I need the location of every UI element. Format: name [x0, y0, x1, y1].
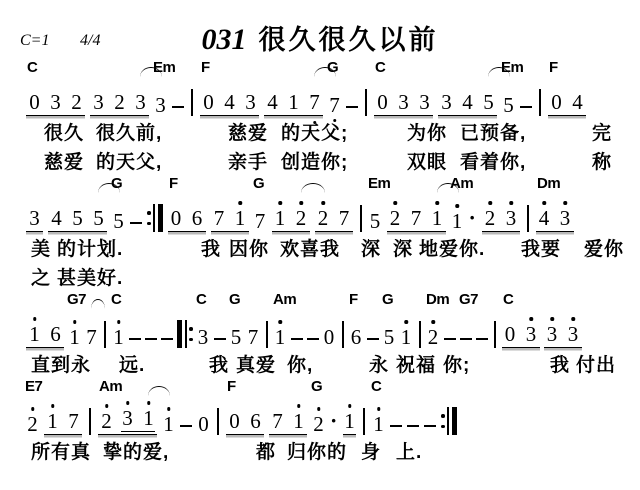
lyrics-row-5 [0, 348, 640, 377]
octave-dot [31, 407, 35, 411]
lyric-word: 地爱你. [419, 239, 486, 260]
octave-dot [278, 320, 282, 324]
duration-dash [129, 338, 141, 340]
repeat-dots [147, 211, 151, 225]
octave-dot [147, 401, 151, 405]
lyric-word: 归你的 [287, 442, 348, 463]
lyric-word: 上. [396, 442, 423, 463]
note: 2 [484, 208, 497, 229]
note: 3 [546, 324, 559, 345]
lyric-word: 祝福 [396, 355, 437, 376]
barline [104, 321, 106, 348]
octave-dot [455, 204, 459, 208]
chord-label: F [349, 291, 358, 308]
chord-label: Am [273, 291, 297, 308]
repeat-thick-bar [177, 320, 182, 348]
note: 5 [72, 206, 83, 230]
note: 1 [400, 327, 413, 348]
rest-note: 0 [29, 90, 40, 114]
barline [494, 321, 496, 348]
song-title: 很久很久以前 [258, 25, 439, 55]
note: 3 [398, 90, 409, 114]
chord-label: Dm [537, 175, 561, 192]
note: 2 [114, 90, 125, 114]
lyric-word: 甚美好. [57, 268, 124, 289]
lyric-word: 创造你; [281, 152, 349, 173]
octave-dot [348, 404, 352, 408]
note: 3 [559, 208, 572, 229]
chord-label: Em [368, 175, 391, 192]
chord-label: F [201, 59, 210, 76]
note: 3 [121, 408, 134, 429]
note: 1 [28, 324, 41, 345]
octave-dot [550, 317, 554, 321]
octave-dot [105, 404, 109, 408]
lyric-word: 你, [287, 355, 314, 376]
note: 4 [572, 90, 583, 114]
duration-dash [424, 425, 436, 427]
note: 1 [451, 211, 464, 232]
note: 3 [567, 324, 580, 345]
chord-label: C [371, 378, 382, 395]
octave-dot [317, 407, 321, 411]
lyric-word: 已预备, [460, 123, 527, 144]
rest-note: 0 [551, 90, 562, 114]
chord-label: C [375, 59, 386, 76]
lyric-word: 很久 [44, 123, 85, 144]
lyric-word: 双眼 [407, 152, 448, 173]
repeat-thick-bar [452, 407, 457, 435]
octave-dot [488, 201, 492, 205]
slur-arc [91, 299, 105, 309]
barline [342, 321, 344, 348]
lyric-word: 的计划. [57, 239, 124, 260]
chord-label: F [227, 378, 236, 395]
octave-dot [278, 201, 282, 205]
repeat-thin-bar [185, 320, 187, 348]
note: 1 [288, 90, 299, 114]
note: 7 [272, 409, 283, 433]
duration-dash [460, 338, 472, 340]
chord-label: Dm [426, 291, 450, 308]
octave-dot [238, 201, 242, 205]
lyric-word: 爱你 [584, 239, 625, 260]
lyric-word: 我要 [521, 239, 562, 260]
chord-label: G [311, 378, 323, 395]
lyric-word: 深 [361, 239, 382, 260]
duration-dash [130, 222, 142, 224]
beamed-group [544, 324, 582, 348]
rest-note: 0 [323, 325, 335, 349]
octave-dot [571, 317, 575, 321]
beamed-group [48, 208, 107, 232]
duration-dash [145, 338, 157, 340]
beamed-group [315, 208, 353, 232]
note: 2 [100, 411, 113, 432]
lyrics-row-6 [0, 435, 640, 464]
note: 7 [254, 209, 266, 233]
octave-dot [321, 201, 325, 205]
note: 2 [312, 414, 325, 435]
duration-dash [444, 338, 456, 340]
barline [527, 205, 529, 232]
note: 2 [26, 414, 39, 435]
lyric-word: 慈爱 [228, 123, 269, 144]
lyric-word: 欢喜我 [280, 239, 341, 260]
octave-dot [529, 317, 533, 321]
lyric-word: 你; [443, 355, 471, 376]
chord-label: G [253, 175, 265, 192]
rest-note: 0 [229, 409, 240, 433]
chord-label: G [382, 291, 394, 308]
duration-dash [307, 338, 319, 340]
lyric-word: 我 [550, 355, 571, 376]
repeat-dots [189, 327, 193, 341]
lyric-word: 所有真 [31, 442, 92, 463]
lyrics-row-2 [0, 145, 640, 174]
note: 3 [50, 90, 61, 114]
chord-label: F [549, 59, 558, 76]
time-signature: 4/4 [80, 32, 101, 49]
note-row [26, 399, 634, 435]
note: 3 [197, 325, 209, 349]
chord-label: C [111, 291, 122, 308]
duration-dash [390, 425, 402, 427]
note: 2 [295, 208, 308, 229]
note: 6 [350, 325, 362, 349]
octave-dot [299, 201, 303, 205]
lyric-word: 称 [592, 152, 613, 173]
duration-dash [346, 106, 358, 108]
barline [419, 321, 421, 348]
barline [365, 89, 367, 116]
duration-dash [476, 338, 488, 340]
lyrics-row-1 [0, 116, 640, 145]
octave-dot [117, 320, 121, 324]
lyric-word: 直到永 [31, 355, 92, 376]
barline [191, 89, 193, 116]
note: 7 [247, 325, 259, 349]
octave-dot [297, 404, 301, 408]
duration-dash [291, 338, 303, 340]
note: 7 [338, 206, 350, 230]
beamed-group [482, 208, 520, 232]
song-number: 031 [201, 23, 247, 56]
note: 2 [389, 208, 402, 229]
note: 1 [234, 208, 247, 229]
note: 3 [441, 90, 452, 114]
note: 5 [369, 209, 381, 233]
note: 7 [68, 409, 79, 433]
octave-dot [51, 404, 55, 408]
lyric-word: 很久前, [96, 123, 163, 144]
chord-label: Am [450, 175, 474, 192]
beamed-group [226, 411, 264, 435]
note: 1 [274, 208, 287, 229]
barline [217, 408, 219, 435]
lyric-word: 付出 [576, 355, 617, 376]
note: 5 [503, 93, 514, 117]
chord-label: C [27, 59, 38, 76]
lyric-word: 之 [31, 268, 52, 289]
octave-dot [126, 401, 130, 405]
beamed-group [26, 92, 85, 116]
duration-dash [161, 338, 173, 340]
note: 7 [213, 206, 225, 230]
slur-arc [148, 386, 170, 396]
slur-arc [301, 183, 325, 193]
barline [363, 408, 365, 435]
lyric-word: 永 [369, 355, 390, 376]
lyric-word: 完 [592, 123, 613, 144]
note: 5 [383, 325, 395, 349]
note: 5 [483, 90, 494, 114]
octave-dot [167, 407, 171, 411]
chord-label: Em [153, 59, 176, 76]
note: 1 [162, 414, 175, 435]
lyric-word: 我 [209, 355, 230, 376]
beamed-group [502, 324, 540, 348]
note-row [26, 196, 634, 232]
octave-dot [435, 201, 439, 205]
chord-label: G7 [67, 291, 87, 308]
lyric-word: 真爱 [236, 355, 277, 376]
repeat-dots [441, 414, 445, 428]
chord-label: Am [99, 378, 123, 395]
note: 2 [427, 327, 440, 348]
lyrics-row-3 [0, 232, 640, 261]
chord-label: G [327, 59, 339, 76]
octave-dot [33, 317, 37, 321]
beamed-group [98, 408, 157, 435]
note: 3 [155, 93, 166, 117]
music-system-4 [26, 377, 634, 435]
music-system-3 [26, 290, 634, 348]
repeat-thin-bar [153, 204, 155, 232]
note: 3 [135, 90, 146, 114]
repeat-start-sign [177, 320, 193, 348]
repeat-end-sign [441, 407, 457, 435]
note: 1 [343, 411, 356, 435]
barline [539, 89, 541, 116]
note: 1 [372, 414, 385, 435]
note: 1 [112, 327, 125, 348]
octave-dot [431, 320, 435, 324]
note: 6 [191, 206, 203, 230]
lyric-word: 亲手 [228, 152, 269, 173]
note-row [26, 80, 634, 116]
repeat-thick-bar [158, 204, 163, 232]
octave-dot [393, 201, 397, 205]
note: 6 [250, 409, 261, 433]
beamed-group [44, 411, 82, 435]
lyric-word: 身 [361, 442, 382, 463]
duration-dash [407, 425, 419, 427]
note: 7 [410, 206, 422, 230]
beamed-group [536, 208, 574, 232]
note: 2 [71, 90, 82, 114]
key-signature: C=1 [20, 32, 50, 49]
rest-note: 0 [170, 206, 182, 230]
note: 7 [86, 325, 97, 349]
lyric-word: 深 [393, 239, 414, 260]
repeat-thin-bar [447, 407, 449, 435]
barline [266, 321, 268, 348]
note: 1 [46, 411, 59, 432]
note: 5 [93, 206, 104, 230]
beamed-group [90, 92, 149, 116]
barline [89, 408, 91, 435]
beamed-group [26, 324, 64, 348]
lyric-word: 的天父, [96, 152, 163, 173]
chord-label: C [196, 291, 207, 308]
note: 4 [267, 90, 278, 114]
octave-dot [509, 201, 513, 205]
beamed-group [548, 92, 586, 116]
note: 2 [317, 208, 330, 229]
beamed-group [269, 411, 307, 435]
duration-dash [172, 106, 184, 108]
note: 3 [505, 208, 518, 229]
octave-dot [404, 320, 408, 324]
note: 3 [29, 206, 40, 230]
octave-dot [542, 201, 546, 205]
note: 1 [292, 411, 305, 432]
note: 5 [113, 209, 124, 233]
barline [360, 205, 362, 232]
note: 1 [68, 327, 81, 348]
octave-dot [377, 407, 381, 411]
music-system-2 [26, 174, 634, 232]
note: 3 [419, 90, 430, 114]
note: 4 [224, 90, 235, 114]
note: 4 [51, 206, 62, 230]
chord-label: G7 [459, 291, 479, 308]
duration-dash [180, 425, 192, 427]
note: 6 [50, 322, 61, 346]
augmentation-dot: · [468, 205, 476, 230]
lyric-word: 挚的爱, [103, 442, 170, 463]
lyric-word: 慈爱 [44, 152, 85, 173]
music-system-1 [26, 58, 634, 116]
rest-note: 0 [198, 412, 209, 436]
note: 7 [328, 95, 341, 116]
rest-note: 0 [203, 90, 214, 114]
lyrics-row-4 [0, 261, 640, 290]
note: 3 [245, 90, 256, 114]
rest-note: 0 [377, 90, 388, 114]
rest-note: 0 [504, 322, 516, 346]
lyric-word: 为你 [407, 123, 448, 144]
note: 7 [308, 92, 321, 113]
lyric-word: 因你 [229, 239, 270, 260]
chord-label: C [503, 291, 514, 308]
note: 5 [230, 325, 242, 349]
beamed-group [264, 92, 323, 116]
note-row [26, 312, 634, 348]
chord-label: G [111, 175, 123, 192]
lyric-word: 我 [201, 239, 222, 260]
beamed-group [272, 208, 310, 232]
lyric-word: 美 [31, 239, 52, 260]
beamed-group [168, 208, 206, 232]
sixteenth-subgroup [121, 408, 155, 432]
lyric-word: 远. [119, 355, 146, 376]
note: 1 [274, 327, 287, 348]
note: 3 [525, 324, 538, 345]
note: 1 [431, 208, 444, 229]
beamed-group [438, 92, 497, 116]
beamed-group [211, 208, 249, 232]
octave-dot [73, 320, 77, 324]
header [0, 6, 640, 58]
chord-label: G [229, 291, 241, 308]
duration-dash [520, 106, 532, 108]
chord-label: E7 [25, 378, 43, 395]
note: 4 [462, 90, 473, 114]
duration-dash [214, 338, 226, 340]
lyric-word: 看着你, [460, 152, 527, 173]
note: 1 [142, 408, 155, 429]
octave-dot [563, 201, 567, 205]
beamed-group [374, 92, 433, 116]
note: 4 [538, 208, 551, 229]
duration-dash [367, 338, 379, 340]
lyric-word: 都 [256, 442, 277, 463]
beamed-group [387, 208, 446, 232]
lyric-word: 的天父; [281, 123, 349, 144]
repeat-end-sign [147, 204, 163, 232]
beamed-group [26, 208, 43, 232]
chord-label: Em [501, 59, 524, 76]
chord-label: F [169, 175, 178, 192]
augmentation-dot: · [330, 408, 338, 433]
note: 3 [93, 90, 104, 114]
beamed-group [200, 92, 259, 116]
